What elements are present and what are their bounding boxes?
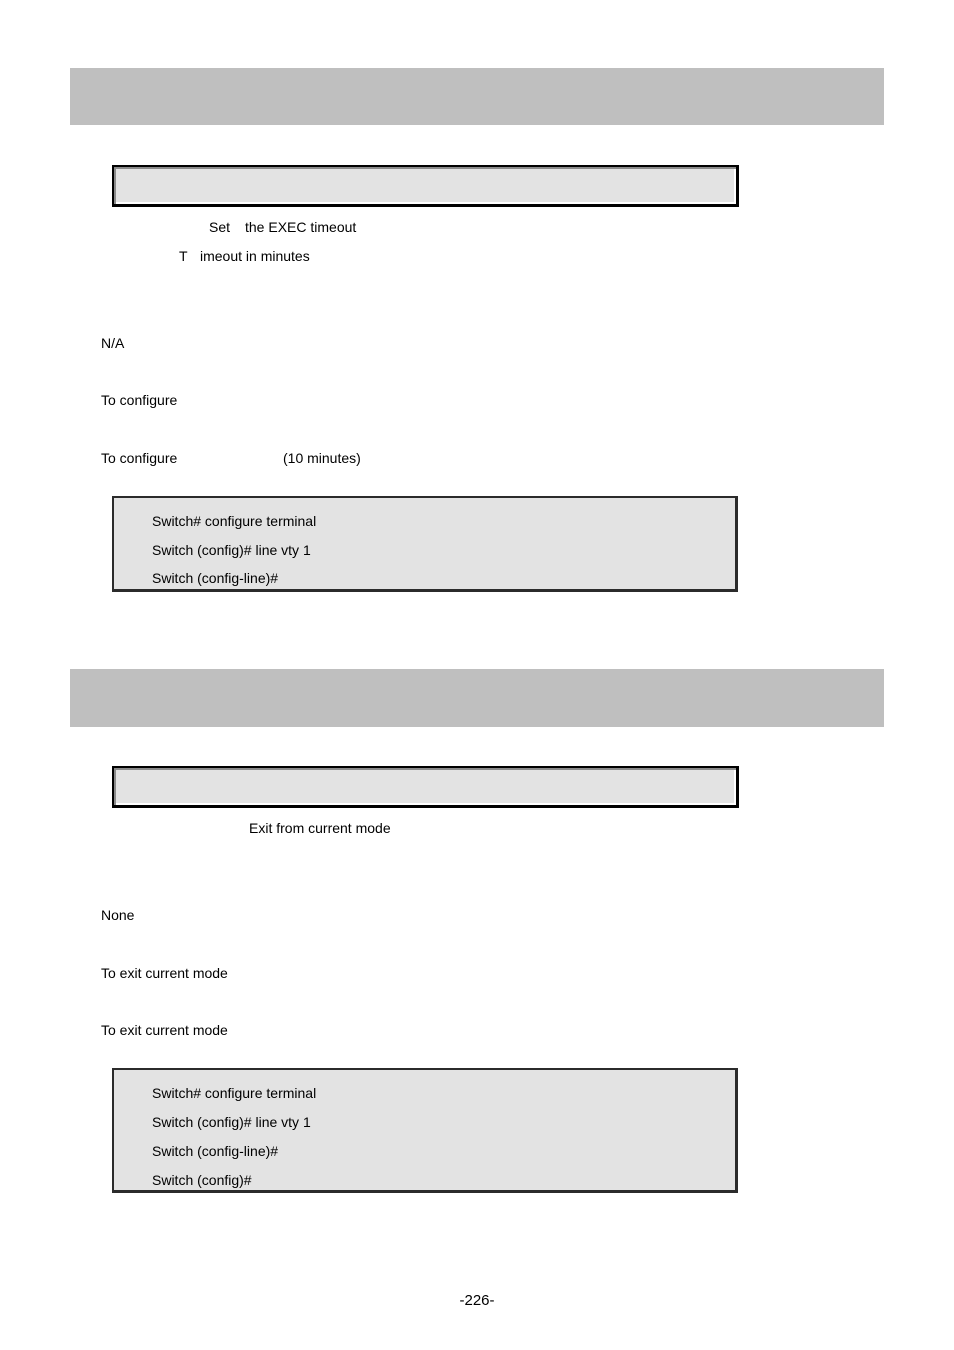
section-header-bar [70, 669, 884, 727]
parameter-description: T [179, 248, 188, 264]
code-line: Switch (config)# line vty 1 [152, 1114, 311, 1130]
default-value: N/A [101, 335, 125, 351]
page-number: -226- [459, 1292, 495, 1309]
usage-text: To exit current mode [101, 965, 228, 981]
code-line: Switch# configure terminal [152, 1085, 317, 1101]
parameter-description: Exit from current mode [249, 820, 391, 836]
parameter-description: the EXEC timeout [245, 219, 357, 235]
parameter-description: Set [209, 219, 231, 235]
code-line: Switch (config-line)# [152, 570, 279, 586]
usage-text: To configure [101, 392, 178, 408]
example-text: To configure [101, 450, 178, 466]
example-text: (10 minutes) [283, 450, 361, 466]
code-line: Switch (config)# line vty 1 [152, 542, 311, 558]
command-syntax-box [112, 165, 739, 207]
example-text: To exit current mode [101, 1022, 228, 1038]
code-line: Switch (config)# [152, 1172, 252, 1188]
code-line: Switch (config-line)# [152, 1143, 279, 1159]
code-example-box [112, 1068, 738, 1193]
section-header-bar [70, 68, 884, 125]
code-example-box [112, 496, 738, 592]
command-syntax-box [112, 766, 739, 808]
default-value: None [101, 907, 135, 923]
parameter-description: imeout in minutes [200, 248, 310, 264]
code-line: Switch# configure terminal [152, 513, 317, 529]
